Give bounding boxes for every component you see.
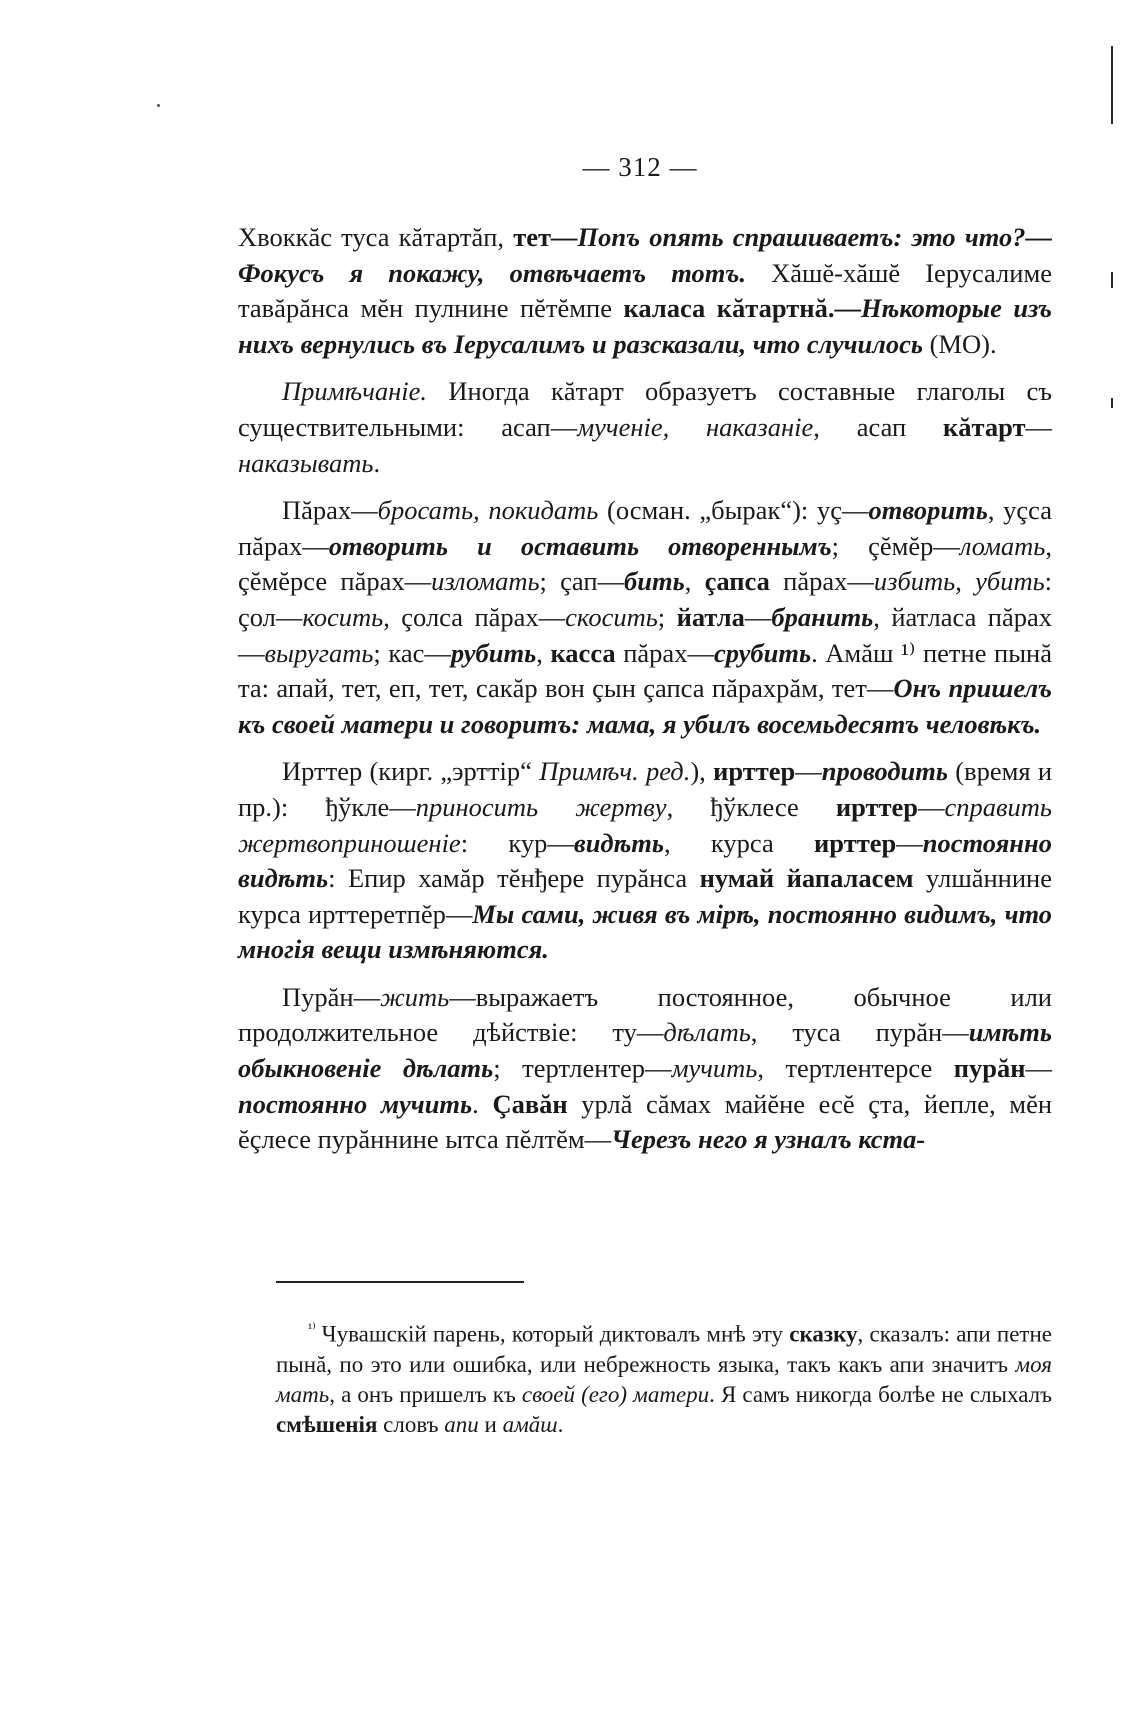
text-run: Черезъ него я узналъ кста- (611, 1124, 926, 1155)
text-run: сказку (789, 1321, 858, 1347)
scan-edge-line (1111, 272, 1113, 288)
text-run: , тертлентерсе (757, 1053, 954, 1084)
text-run: отворить (868, 495, 988, 526)
text-run: (время и пр.): ђўкле— (238, 756, 1053, 822)
text-run: , йатласа пăрах— (238, 601, 1052, 668)
text-run: — (744, 601, 772, 632)
text-run: приносить жертву (415, 791, 667, 822)
text-run: ирттер (835, 791, 919, 822)
text-run: апи (444, 1411, 479, 1437)
text-run: каласа кăтартнă.— (623, 293, 861, 324)
text-run: улшăннине курса ирттеретпĕр— (238, 863, 1052, 929)
paragraph (238, 374, 1052, 481)
text-run: — (896, 827, 923, 858)
text-run: пурăн (953, 1053, 1026, 1084)
text-run: Хăшĕ-хăшĕ Іерусалиме тавăрăнса мĕн пулнине пĕтĕмпе (238, 257, 1052, 324)
text-run: справить жертвоприношеніе (238, 791, 1052, 858)
text-run: , курса (663, 827, 815, 858)
text-run: (осман. „бырак“): уç— (598, 495, 869, 526)
text-run: Иногда кăтарт образуетъ составные глаголы съ существительными: асап— (238, 376, 1052, 442)
text-run: : Епир хамăр тĕнђере пурăнса (328, 863, 700, 894)
text-run: пăрах— (769, 566, 874, 597)
text-run: пăрах— (615, 637, 714, 668)
text-run: —Попъ опять спрашиваетъ: это что?—Фокусъ я покажу, отвѣчаетъ тотъ. (238, 222, 1052, 288)
text-run: проводить (821, 756, 949, 787)
paragraph (238, 493, 1052, 742)
text-run: изломать (431, 566, 540, 597)
page-number (0, 152, 1140, 183)
text-run: ; кас— (373, 637, 451, 668)
main-text (238, 220, 1052, 1158)
text-run: моя мать (276, 1351, 1052, 1407)
text-run: Онъ пришелъ къ своей матери и говоритъ: мама, я убилъ восемьдесятъ человѣкъ. (238, 673, 1052, 739)
text-run: рубить (450, 637, 537, 668)
text-run: наказывать (238, 447, 374, 478)
text-run: словъ (377, 1411, 445, 1437)
paragraph (238, 980, 1052, 1158)
text-run: срубить (713, 637, 812, 668)
text-run: ломать (959, 530, 1046, 561)
text-run: жить (380, 981, 450, 1012)
text-run: и (478, 1411, 503, 1437)
text-run: скосить (565, 601, 658, 632)
text-run: Чувашскій парень, который диктовалъ мнѣ эту (321, 1321, 790, 1347)
text-run: выругать (264, 637, 374, 668)
text-run: , çолса пăрах— (383, 601, 566, 632)
text-run: , уçса пăрах— (238, 495, 1052, 561)
footnote-marker: ¹⁾ (308, 1322, 316, 1337)
text-run: , ђўклесе (666, 791, 836, 822)
text-run: — (795, 756, 822, 787)
text-run: своей (его) матери (521, 1381, 710, 1407)
text-run: ; (657, 601, 677, 632)
text-run: , сказалъ: апи петне пынă, по это или ошибка, или небрежность языка, такъ какъ апи значитъ (276, 1321, 1052, 1377)
text-run: дѣлать (663, 1017, 751, 1048)
text-run: Çавăн (492, 1088, 568, 1119)
text-run: Ирттер (кирг. „эрттір“ (282, 756, 540, 787)
text-run: çапса (704, 566, 770, 597)
text-run: . Амăш ¹⁾ петне пынă та: апай, тет, еп, тет, сакăр вон çын çапса пăрахрăм, тет— (238, 637, 1052, 704)
paragraph (238, 754, 1052, 968)
text-run: нумай йапаласем (699, 863, 914, 894)
text-run: , а онъ пришелъ къ (329, 1381, 522, 1407)
paragraph (238, 220, 1052, 362)
text-run: : кур— (460, 827, 574, 858)
text-run: избить, убить (873, 566, 1045, 597)
text-run: отворить и оставить отвореннымъ (328, 530, 832, 561)
text-run: : çол— (238, 566, 1053, 632)
text-run: . (557, 1411, 564, 1437)
text-run: Нѣкоторые изъ нихъ вернулись въ Іерусалимъ и разсказали, что случилось (238, 293, 1053, 359)
text-run: урлă сăмах майĕне есĕ çта, йепле, мĕн ĕçлесе пурăннине ытса пĕлтĕм— (238, 1088, 1053, 1155)
text-run: амăш (502, 1411, 558, 1437)
text-run: ; çĕмĕр— (831, 530, 960, 561)
text-run: ), (690, 756, 714, 787)
text-run: смѣшенія (276, 1411, 378, 1437)
text-run: касса (550, 637, 616, 668)
text-run: ; тертлентер— (493, 1053, 672, 1084)
text-run: Пурăн— (282, 981, 381, 1012)
text-run: бросать, покидать (377, 495, 599, 526)
text-run: Пăрах— (282, 495, 378, 526)
text-run: , (536, 637, 551, 668)
footnote (276, 1315, 1052, 1440)
text-run: имѣть обыкновеніе дѣлать (238, 1017, 1052, 1084)
text-run: бить (624, 566, 685, 597)
page-number-text: — 312 — (582, 152, 698, 182)
scan-edge-line (1111, 398, 1113, 408)
text-run: . Я самъ никогда болѣе не слыхалъ (709, 1381, 1052, 1407)
text-run: Примѣч. ред. (539, 756, 691, 787)
text-run: постоянно мучить (238, 1088, 473, 1119)
text-run: мучить (671, 1053, 758, 1084)
scan-edge-line (1111, 46, 1113, 124)
text-run: , çĕмĕрсе пăрах— (238, 530, 1052, 597)
text-run: тет (513, 222, 551, 252)
scan-speck (157, 104, 160, 107)
text-run: . (472, 1088, 493, 1119)
text-run: (МО). (929, 328, 997, 359)
text-run: постоянно видѣть (238, 827, 1052, 894)
footnote-separator (276, 1281, 524, 1283)
footnote-body (276, 1322, 1052, 1437)
text-run: видѣть (573, 827, 664, 858)
text-run: кăтарт (943, 411, 1026, 442)
text-run: Мы сами, живя въ мірѣ, постоянно видимъ, что многія вещи измѣняются. (238, 898, 1052, 965)
text-run: , асап (813, 411, 943, 442)
text-run: йатла (676, 601, 745, 632)
text-run: . (373, 447, 381, 478)
text-run: , (684, 566, 705, 597)
text-run: Хвоккăс туса кăтартăп, (238, 222, 514, 252)
text-run: , туса пурăн— (750, 1017, 969, 1048)
text-run: Примѣчаніе. (282, 376, 449, 407)
text-run: — (918, 791, 945, 822)
text-run: ирттер (713, 756, 796, 787)
text-run: — (1025, 411, 1053, 442)
text-run: ; çап— (539, 566, 625, 597)
text-run: бранить (771, 601, 874, 632)
text-run: —выражаетъ постоянное, обычное или продолжительное дѣйствіе: ту— (238, 981, 1052, 1048)
text-run: ирттер (814, 827, 897, 858)
text-run: — (1025, 1053, 1052, 1084)
text-run: косить (302, 601, 384, 632)
text-run: мученіе, наказаніе (577, 411, 814, 442)
